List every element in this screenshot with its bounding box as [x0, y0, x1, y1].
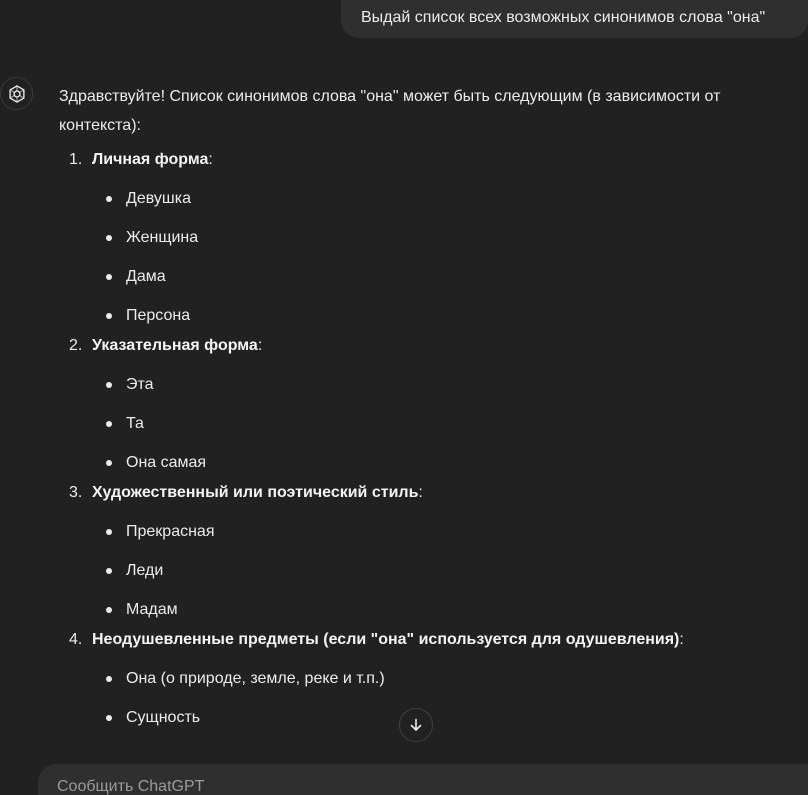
list-item: Женщина — [59, 227, 779, 248]
section-heading — [59, 482, 779, 503]
list-item: Персона — [59, 305, 779, 326]
assistant-intro: Здравствуйте! Список синонимов слова "она" может быть следующим (в зависимости от контекста): — [59, 88, 721, 134]
synonym-list — [59, 521, 779, 620]
section-2 — [59, 335, 779, 473]
assistant-message — [59, 82, 779, 728]
section-1 — [59, 149, 779, 326]
message-composer — [38, 764, 808, 795]
synonym-list — [59, 188, 779, 326]
section-3 — [59, 482, 779, 620]
message-input[interactable] — [57, 778, 757, 795]
section-heading — [59, 335, 779, 356]
list-item: Прекрасная — [59, 521, 779, 542]
section-heading — [59, 629, 779, 650]
section-colon: : — [208, 151, 213, 168]
list-item: Мадам — [59, 599, 779, 620]
list-item: Леди — [59, 560, 779, 581]
section-colon: : — [679, 631, 684, 648]
section-colon: : — [257, 337, 263, 354]
list-item: Эта — [59, 374, 779, 395]
list-item: Дама — [59, 266, 779, 287]
section-title: Указательная форма — [92, 337, 258, 354]
synonym-list — [59, 374, 779, 473]
assistant-avatar — [0, 77, 33, 110]
section-title: Личная форма — [92, 151, 209, 168]
section-title: Неодушевленные предметы (если "она" используется для одушевления) — [92, 631, 680, 648]
user-message-text: Выдай список всех возможных синонимов слова "она" — [361, 9, 766, 26]
section-title: Художественный или поэтический стиль — [92, 484, 419, 501]
user-message-bubble — [341, 0, 808, 38]
list-item: Сущность — [59, 707, 779, 728]
section-number: 1. — [69, 151, 83, 168]
list-item: Она самая — [59, 452, 779, 473]
section-number: 4. — [69, 631, 83, 648]
section-heading — [59, 149, 779, 170]
synonym-sections — [59, 149, 779, 728]
arrow-down-icon — [408, 717, 424, 733]
list-item: Та — [59, 413, 779, 434]
section-number: 3. — [69, 484, 83, 501]
list-item: Девушка — [59, 188, 779, 209]
section-number: 2. — [69, 337, 83, 354]
scroll-to-bottom-button[interactable] — [399, 708, 433, 742]
list-item: Она (о природе, земле, реке и т.п.) — [59, 668, 779, 689]
openai-logo-icon — [6, 83, 28, 105]
section-colon: : — [418, 484, 423, 501]
